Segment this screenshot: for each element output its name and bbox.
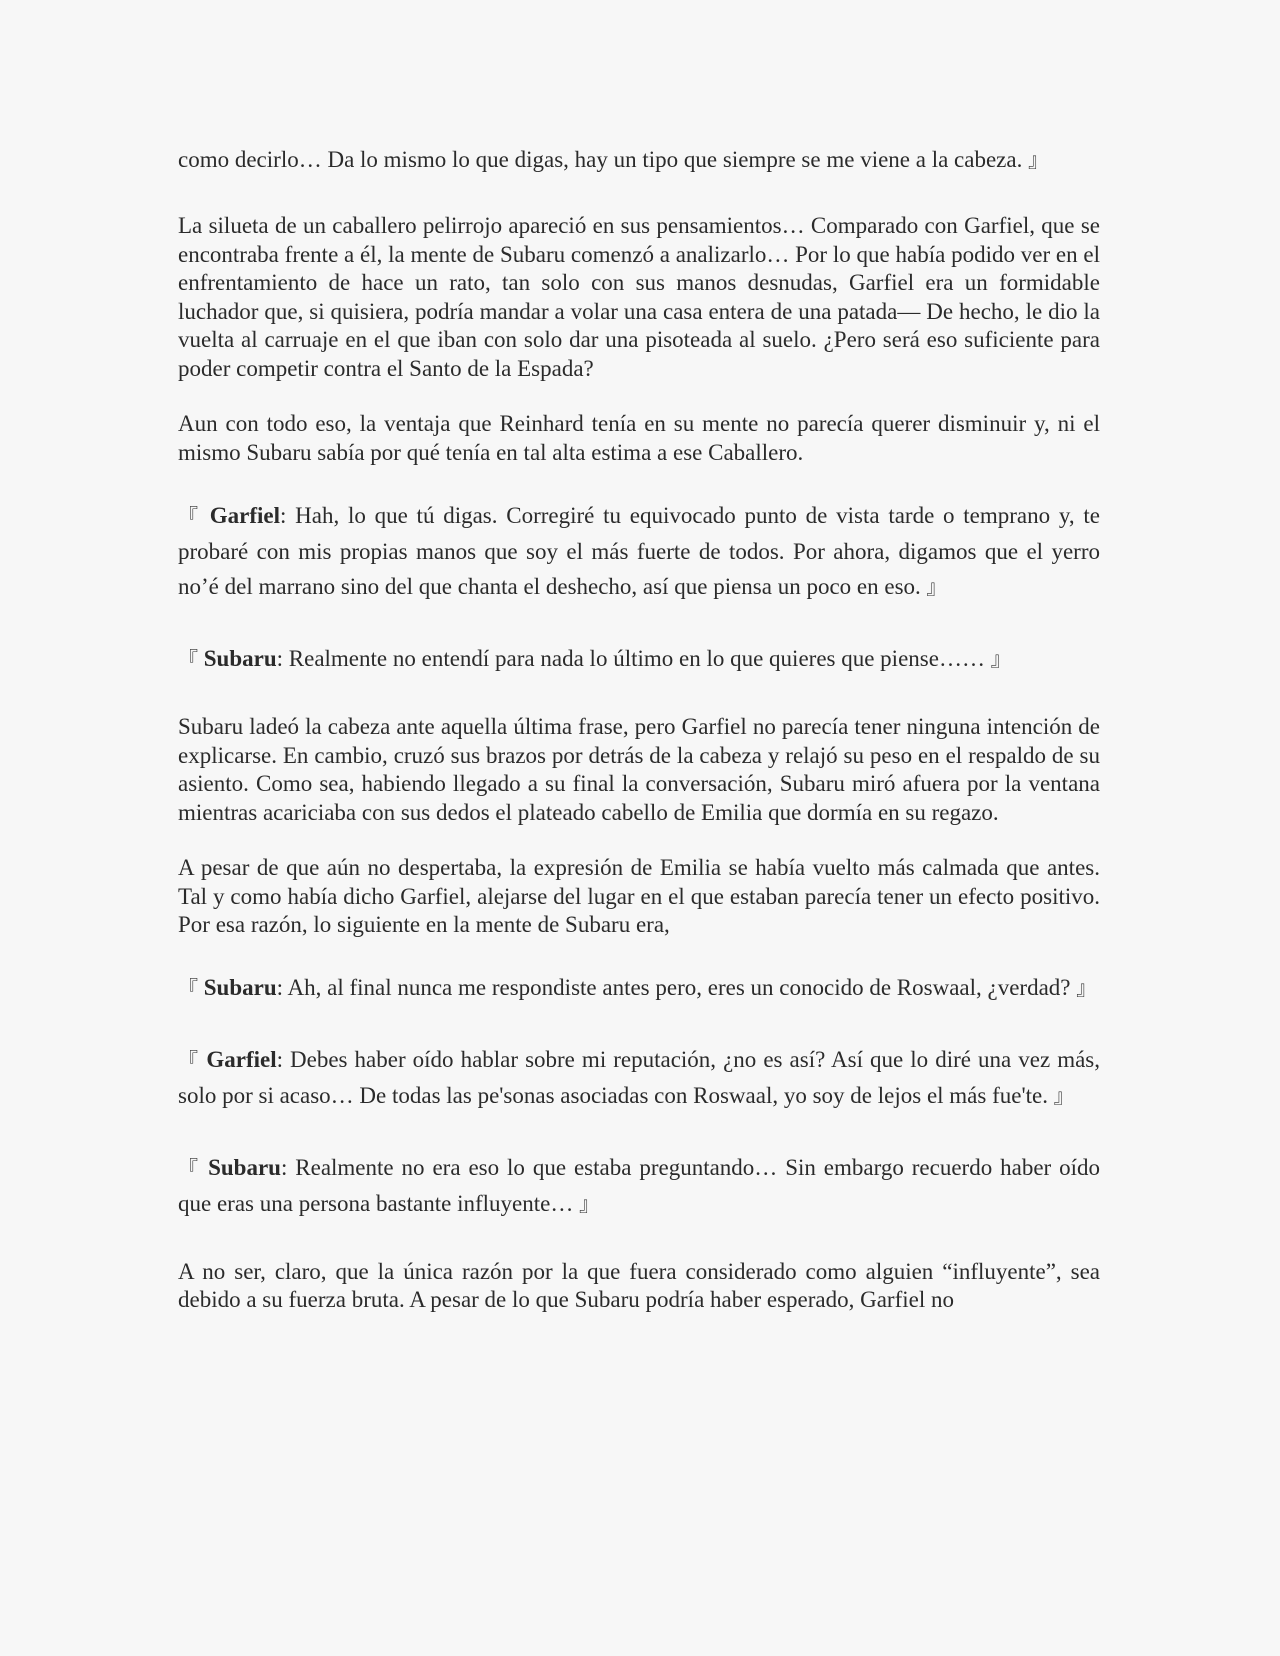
opening-quote-mark: 『 <box>178 975 198 1000</box>
narrative-paragraph: Subaru ladeó la cabeza ante aquella última frase, pero Garfiel no parecía tener ninguna intención de explicarse. En cambio, cruzó sus brazos por detrás de la cabeza y relajó su peso en el respaldo de su asiento. Como sea, habiendo llegado a su final la conversación, Subaru miró afuera por la ventana mientras acariciaba con sus dedos el plateado cabello de Emilia que dormía en su regazo. <box>178 714 1100 825</box>
speaker-name: Subaru <box>203 646 277 671</box>
dialogue-continuation <box>178 142 1100 178</box>
dialogue-line-subaru <box>178 970 1100 1006</box>
dialogue-text: : Ah, al final nunca me respondiste antes pero, eres un conocido de Roswaal, ¿verdad? <box>276 974 1071 1000</box>
closing-quote-mark: 』 <box>579 1191 600 1216</box>
dialogue-text: : Debes haber oído hablar sobre mi reputación, ¿no es así? Así que lo diré una vez más, solo por si acaso… De todas las pe'sonas asociadas con Roswaal, yo soy de lejos el más fue'te. <box>178 1046 1101 1108</box>
narrative-paragraph: A pesar de que aún no despertaba, la expresión de Emilia se había vuelto más calmada que antes. Tal y como había dicho Garfiel, alejarse del lugar en el que estaban parecía tener un efecto positivo. Por esa razón, lo siguiente en la mente de Subaru era, <box>178 855 1100 937</box>
narrative-paragraph: A no ser, claro, que la única razón por la que fuera considerado como alguien “influyente”, sea debido a su fuerza bruta. A pesar de lo que Subaru podría haber esperado, Garfiel no <box>178 1258 1100 1312</box>
narrative-paragraph: Aun con todo eso, la ventaja que Reinhard tenía en su mente no parecía querer disminuir y, ni el mismo Subaru sabía por qué tenía en tal alta estima a ese Caballero. <box>178 411 1100 465</box>
speaker-name: Garfiel <box>209 503 280 528</box>
closing-quote-mark: 』 <box>1028 148 1049 172</box>
dialogue-line-subaru <box>178 641 1100 677</box>
dialogue-line-subaru <box>178 1150 1100 1222</box>
opening-quote-mark: 『 <box>178 1047 200 1072</box>
opening-quote-mark: 『 <box>178 504 201 528</box>
narrative-paragraph: La silueta de un caballero pelirrojo apareció en sus pensamientos… Comparado con Garfiel, que se encontraba frente a él, la mente de Subaru comenzó a analizarlo… Por lo que había podido ver en el enfrentamiento de hace un rato, tan solo con sus manos desnudas, Garfiel era un formidable luchador que, si quisiera, podría mandar a volar una casa entera de una patada— De hecho, le dio la vuelta al carruaje en el que iban con solo dar una pisoteada al suelo. ¿Pero será eso suficiente para poder competir contra el Santo de la Espada? <box>178 213 1100 381</box>
opening-quote-mark: 『 <box>178 647 198 671</box>
opening-quote-mark: 『 <box>178 1155 201 1180</box>
dialogue-text: : Realmente no entendí para nada lo último en lo que quieres que piense…… <box>276 646 985 671</box>
closing-quote-mark: 』 <box>1076 975 1097 1000</box>
closing-quote-mark: 』 <box>926 575 947 599</box>
dialogue-text: : Hah, lo que tú digas. Corregiré tu equivocado punto de vista tarde o temprano y, te probaré con mis propias manos que soy el más fuerte de todos. Por ahora, digamos que el yerro no’é del marrano sino del que chanta el deshecho, así que piensa un poco en eso. <box>178 503 1100 599</box>
speaker-name: Subaru <box>203 974 277 1000</box>
dialogue-line-garfiel <box>178 1042 1100 1114</box>
speaker-name: Subaru <box>208 1154 281 1180</box>
dialogue-text: como decirlo… Da lo mismo lo que digas, hay un tipo que siempre se me viene a la cabeza. <box>178 147 1023 172</box>
dialogue-line-garfiel <box>178 498 1100 605</box>
speaker-name: Garfiel <box>206 1046 277 1072</box>
dialogue-text: : Realmente no era eso lo que estaba preguntando… Sin embargo recuerdo haber oído que eras una persona bastante influyente… <box>178 1154 1101 1216</box>
closing-quote-mark: 』 <box>1053 1083 1074 1108</box>
document-page <box>178 142 1100 1315</box>
closing-quote-mark: 』 <box>990 647 1011 671</box>
